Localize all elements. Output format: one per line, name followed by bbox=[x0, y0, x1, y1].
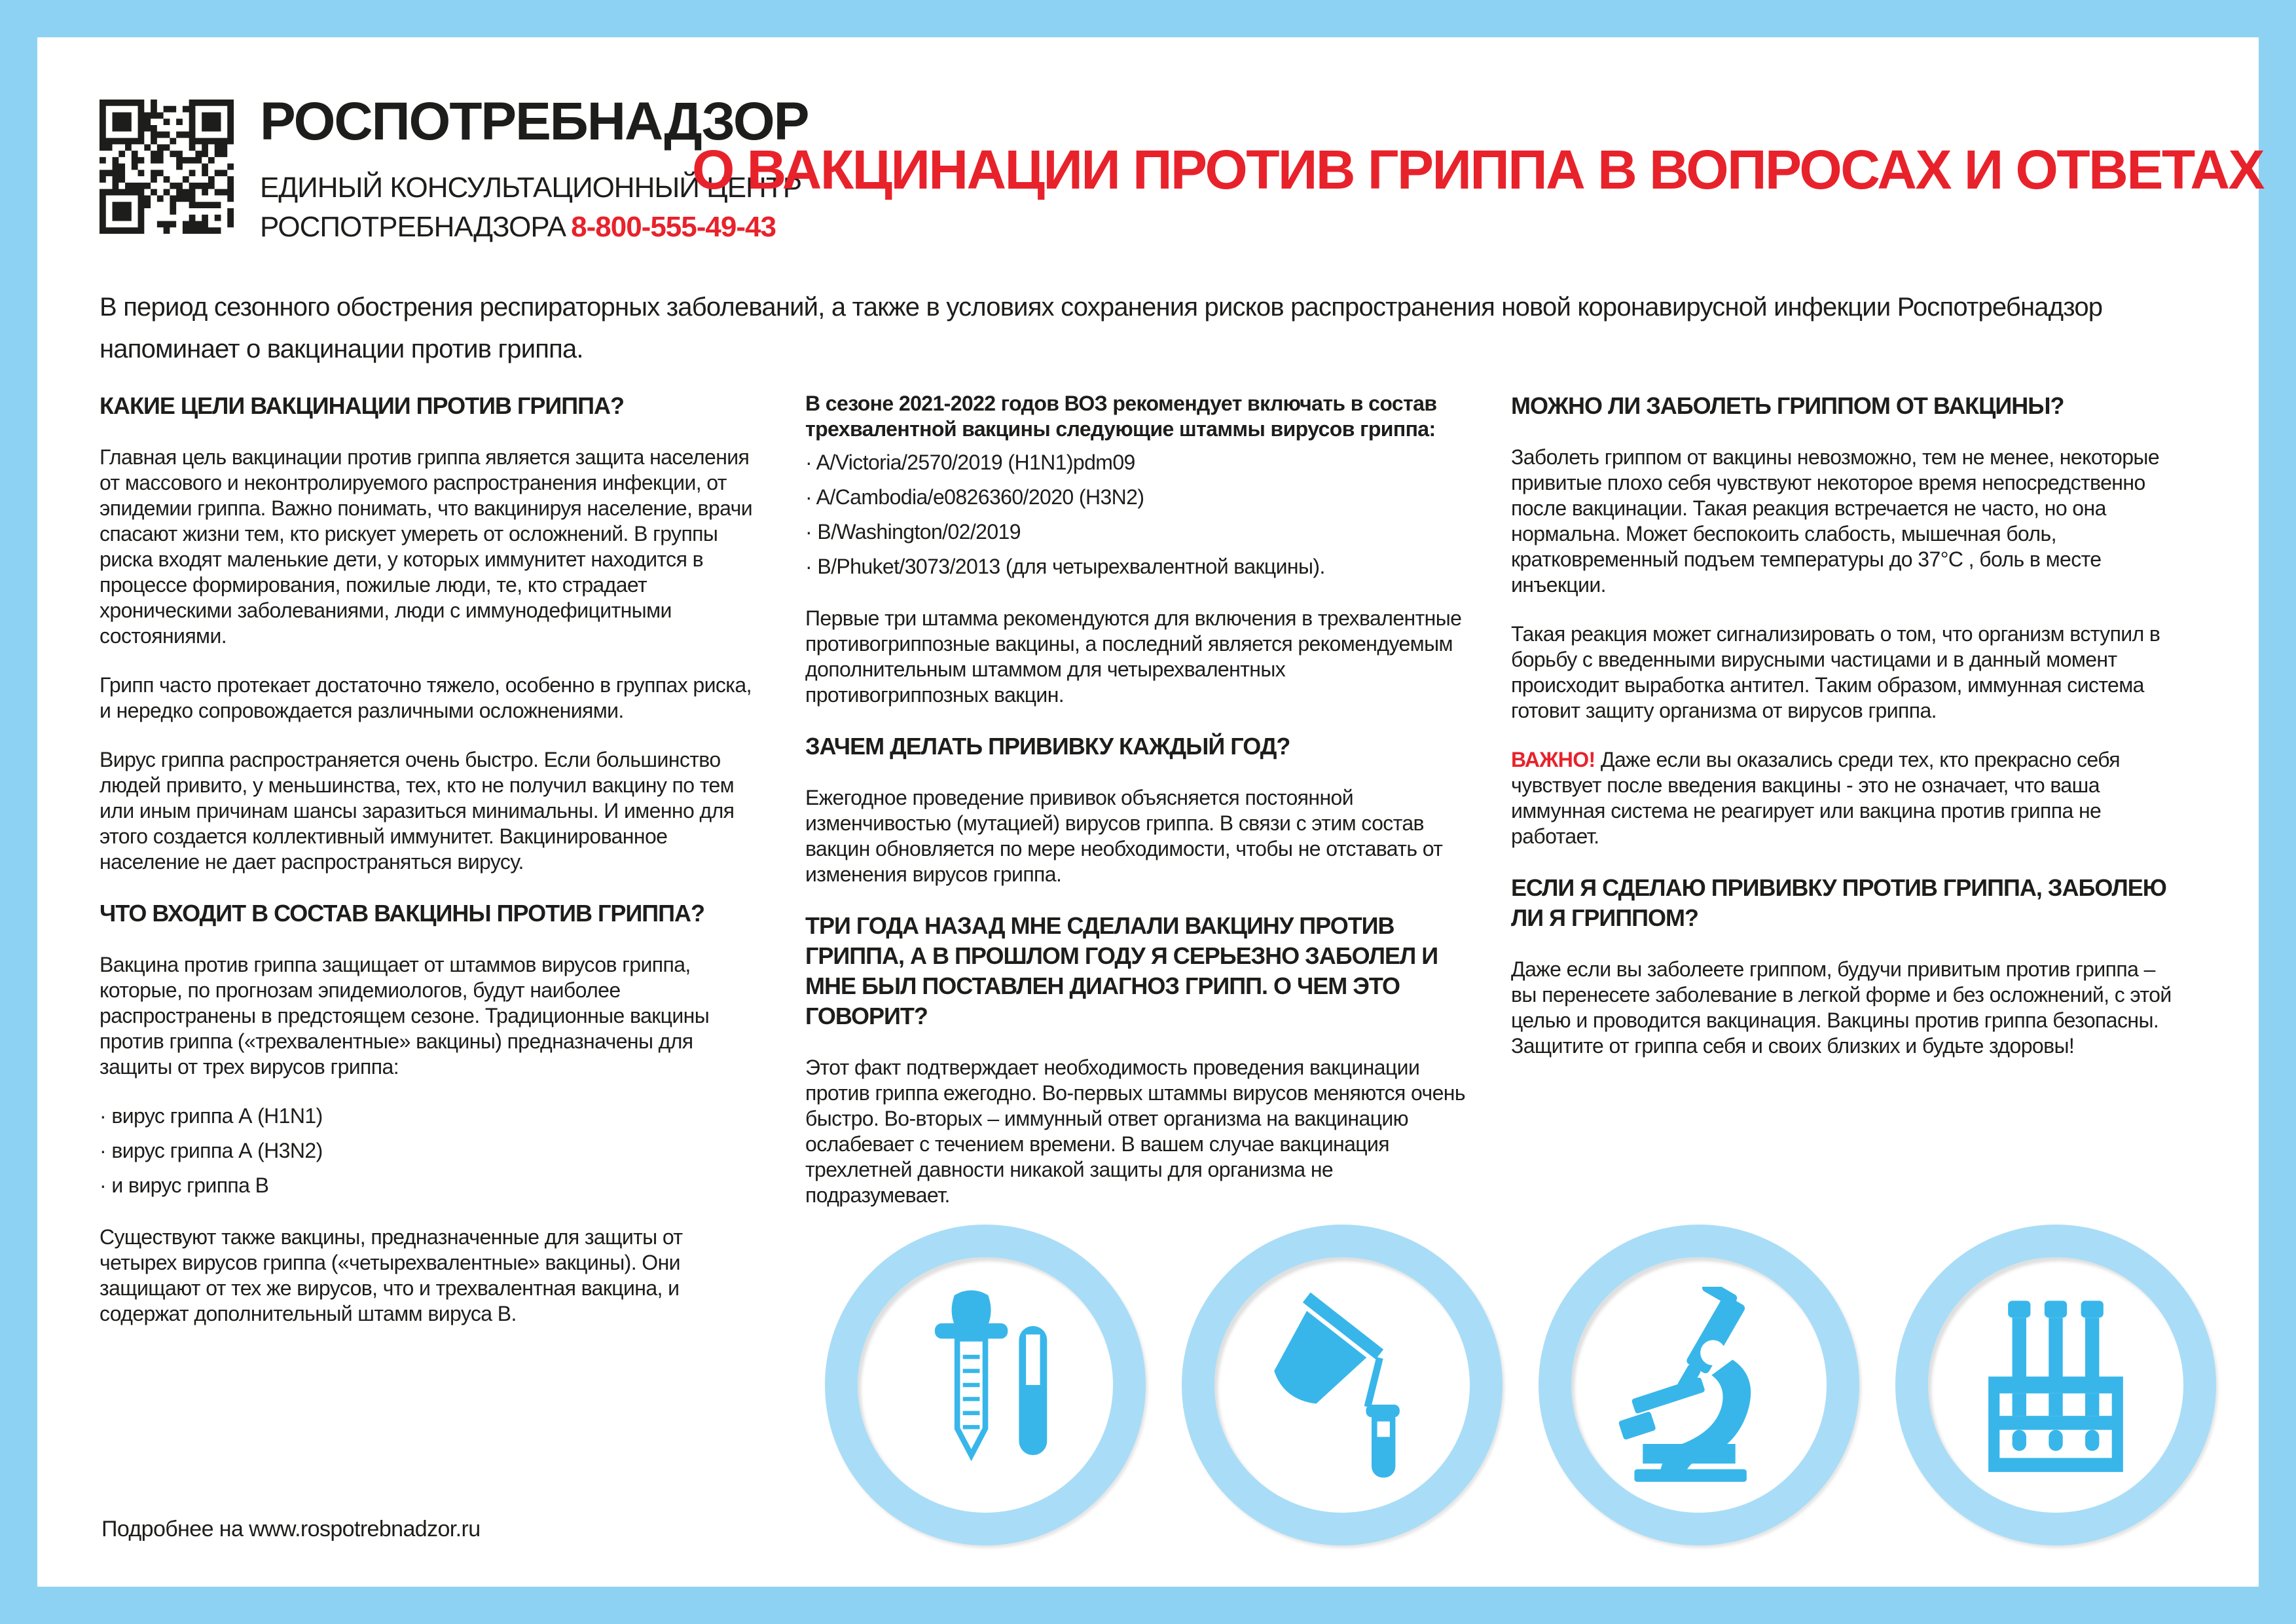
important-label: ВАЖНО! bbox=[1511, 748, 1595, 771]
strain-item: · B/Washington/02/2019 bbox=[805, 520, 1021, 544]
pipette-and-test-tube-icon bbox=[894, 1287, 1077, 1483]
answer-paragraph: Грипп часто протекает достаточно тяжело, особенно в группах риска, и нередко сопровождается различными осложнениями. bbox=[100, 673, 752, 722]
strain-item: · A/Cambodia/e0826360/2020 (H3N2) bbox=[805, 485, 1144, 509]
consult-center-line1: ЕДИНЫЙ КОНСУЛЬТАЦИОННЫЙ ЦЕНТР bbox=[260, 172, 802, 204]
icon-circle-rack bbox=[1895, 1225, 2216, 1545]
bullet-item: · вирус гриппа А (H3N2) bbox=[100, 1139, 323, 1162]
answer-paragraph: Вакцина против гриппа защищает от штаммов вирусов гриппа, которые, по прогнозам эпидемиологов, будут наиболее распространены в предстоящем сезоне. Традиционные вакцины против гриппа («трехвалентные» вакцины) предназначены для защиты от трех вирусов гриппа: bbox=[100, 953, 710, 1079]
answer-paragraph: Ежегодное проведение прививок объясняется постоянной изменчивостью (мутацией) вирусов гриппа. В связи с этим состав вакцин обновляется по мере необходимости, чтобы не отставать от изменения вирусов гриппа. bbox=[805, 786, 1443, 886]
strain-list bbox=[805, 450, 1467, 580]
icon-circle-flask bbox=[1182, 1225, 1503, 1545]
answer-paragraph: Такая реакция может сигнализировать о том, что организм вступил в борьбу с введенными вирусными частицами и в данный момент происходит выработка антител. Таким образом, иммунная система готовит защиту организма от вирусов гриппа. bbox=[1511, 622, 2160, 722]
icon-circle-microscope bbox=[1539, 1225, 1859, 1545]
consult-center-line2 bbox=[260, 213, 776, 242]
intro-paragraph: В период сезонного обострения респираторных заболеваний, а также в условиях сохранения рисков распространения новой коронавирусной инфекции Роспотребнадзор напоминает о вакцинации против гриппа. bbox=[100, 293, 2103, 363]
qa-columns bbox=[100, 391, 2172, 1350]
important-paragraph bbox=[1511, 747, 2172, 849]
bullet-item: · вирус гриппа А (H1N1) bbox=[100, 1104, 323, 1128]
bullet-item: · и вирус гриппа В bbox=[100, 1173, 269, 1197]
question-heading: ТРИ ГОДА НАЗАД МНЕ СДЕЛАЛИ ВАКЦИНУ ПРОТИВ ГРИППА, А В ПРОШЛОМ ГОДУ Я СЕРЬЕЗНО ЗАБОЛЕЛ И МНЕ БЫЛ ПОСТАВЛЕН ДИАГНОЗ ГРИПП. О ЧЕМ ЭТО ГОВОРИТ? bbox=[805, 912, 1438, 1029]
poster-sheet bbox=[37, 37, 2264, 1587]
bullet-list bbox=[100, 1103, 761, 1198]
hotline-phone: 8-800-555-49-43 bbox=[571, 211, 776, 243]
answer-paragraph: Первые три штамма рекомендуются для включения в трехвалентные противогриппозные вакцины, а последний является рекомендуемым дополнительным штаммом для четырехвалентных противогриппозных вакцин. bbox=[805, 606, 1462, 707]
column-3 bbox=[1511, 391, 2172, 1350]
footer-url: Подробнее на www.rospotrebnadzor.ru bbox=[101, 1517, 481, 1541]
answer-paragraph: Этот факт подтверждает необходимость проведения вакцинации против гриппа ежегодно. Во-первых штаммы вирусов меняются очень быстро. Во-вторых – иммунный ответ организма на вакцинацию ослабевает с течением времени. В вашем случае вакцинация трехлетней давности никакой защиты для организма не подразумевает. bbox=[805, 1056, 1465, 1207]
question-heading: ЧТО ВХОДИТ В СОСТАВ ВАКЦИНЫ ПРОТИВ ГРИППА? bbox=[100, 900, 704, 927]
org-name: РОСПОТРЕБНАДЗОР bbox=[260, 92, 809, 151]
answer-paragraph: Заболеть гриппом от вакцины невозможно, тем не менее, некоторые привитые плохо себя чувствуют некоторое время непосредственно после вакцинации. Такая реакция встречается не часто, но она нормальна. Может беспокоить слабость, мышечная боль, кратковременный подъем температуры до 37°С , боль в месте инъекции. bbox=[1511, 445, 2160, 597]
question-heading: МОЖНО ЛИ ЗАБОЛЕТЬ ГРИППОМ ОТ ВАКЦИНЫ? bbox=[1511, 392, 2064, 419]
strain-item: · B/Phuket/3073/2013 (для четырехвалентной вакцины). bbox=[805, 555, 1325, 578]
question-heading: КАКИЕ ЦЕЛИ ВАКЦИНАЦИИ ПРОТИВ ГРИППА? bbox=[100, 392, 624, 419]
question-heading: ЕСЛИ Я СДЕЛАЮ ПРИВИВКУ ПРОТИВ ГРИППА, ЗАБОЛЕЮ ЛИ Я ГРИППОМ? bbox=[1511, 874, 2166, 931]
test-tube-rack-icon bbox=[1964, 1287, 2147, 1483]
answer-paragraph: Вирус гриппа распространяется очень быстро. Если большинство людей привито, у меньшинства, тех, кто не получил вакцину по тем или иным причинам шансы заразиться минимальны. И именно для этого создается коллективный иммунитет. Вакцинированное население не дает распространяться вирусу. bbox=[100, 748, 735, 874]
poster-title: О ВАКЦИНАЦИИ ПРОТИВ ГРИППА В ВОПРОСАХ И ОТВЕТАХ bbox=[692, 139, 2264, 200]
flask-pouring-into-tube-icon bbox=[1250, 1287, 1434, 1483]
column-1 bbox=[100, 391, 761, 1350]
important-text: Даже если вы оказались среди тех, кто прекрасно себя чувствует после введения вакцины - это не означает, что ваша иммунная система не реагирует или вакцина против гриппа не работает. bbox=[1511, 748, 2121, 848]
who-recommendation-lead: В сезоне 2021-2022 годов ВОЗ рекомендует включать в состав трехвалентной вакцины следующие штаммы вирусов гриппа: bbox=[805, 392, 1437, 441]
icon-circle-pipette bbox=[825, 1225, 1146, 1545]
qr-code-icon bbox=[100, 100, 234, 234]
question-heading: ЗАЧЕМ ДЕЛАТЬ ПРИВИВКУ КАЖДЫЙ ГОД? bbox=[805, 733, 1290, 760]
consult-center-org: РОСПОТРЕБНАДЗОРА bbox=[260, 211, 566, 243]
answer-paragraph: Даже если вы заболеете гриппом, будучи привитым против гриппа – вы перенесете заболевание в легкой форме и без осложнений, с этой целью и проводится вакцинация. Вакцины против гриппа безопасны. Защитите от гриппа себя и своих близких и будьте здоровы! bbox=[1511, 957, 2172, 1058]
column-2 bbox=[805, 391, 1467, 1350]
strain-item: · A/Victoria/2570/2019 (H1N1)pdm09 bbox=[805, 451, 1135, 474]
answer-paragraph: Главная цель вакцинации против гриппа является защита населения от массового и неконтролируемого распространения инфекции, от эпидемии гриппа. Важно понимать, что вакцинируя население, врачи спасают жизни тем, кто рискует умереть от осложнений. В группы риска входят маленькие дети, у которых иммунитет находится в процессе формирования, пожилые люди, те, кто страдает хроническими заболеваниями, люди с иммунодефицитными состояниями. bbox=[100, 445, 752, 648]
microscope-icon bbox=[1607, 1287, 1791, 1483]
answer-paragraph: Существуют также вакцины, предназначенные для защиты от четырех вирусов гриппа («четырехвалентные» вакцины). Они защищают от тех же вирусов, что и трехвалентная вакцина, и содержат дополнительный штамм вируса В. bbox=[100, 1225, 683, 1325]
